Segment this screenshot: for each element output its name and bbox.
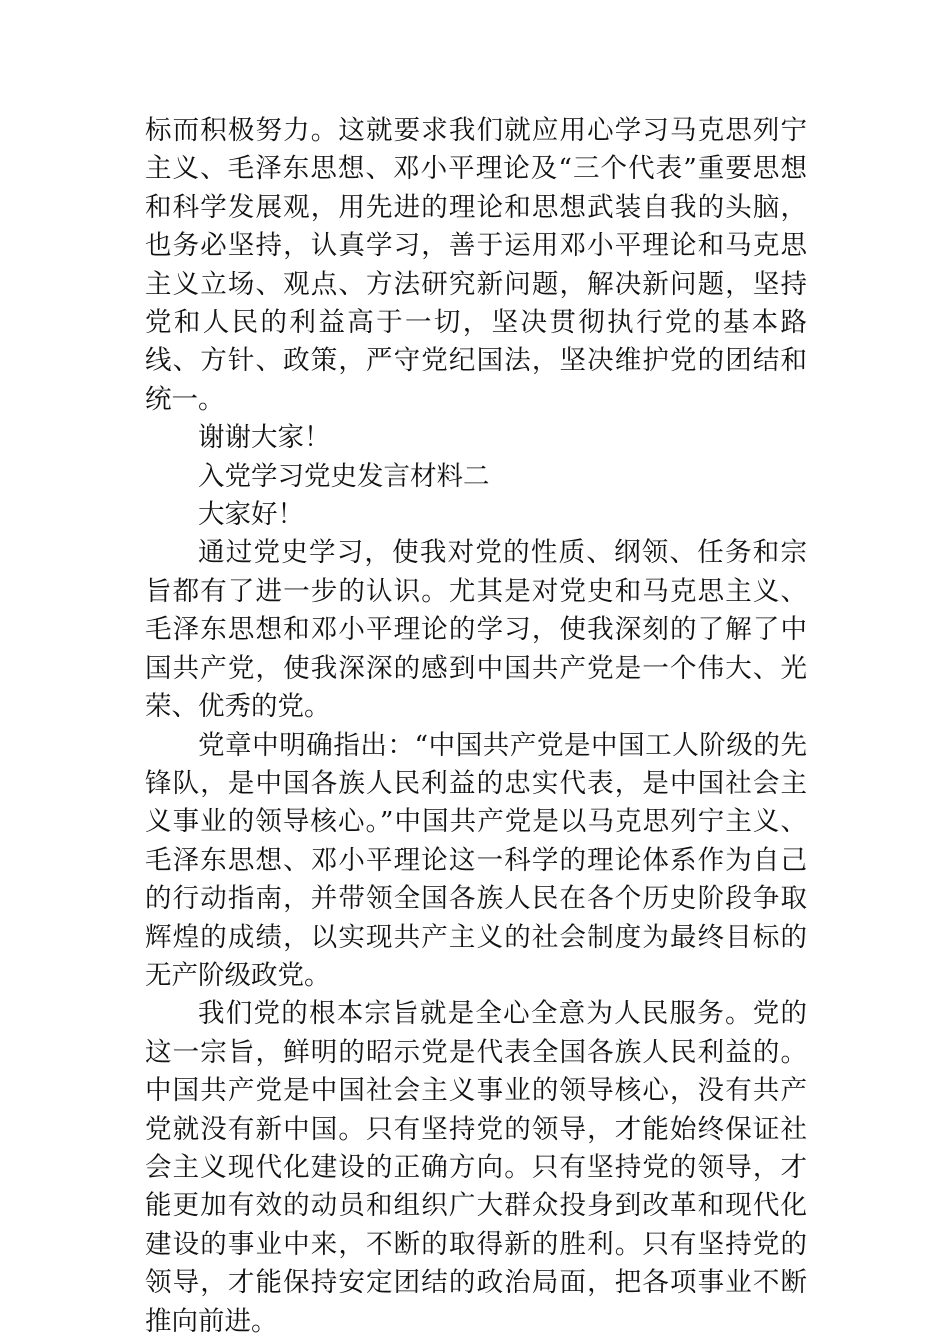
greeting: 大家好！: [198, 499, 304, 531]
paragraph-party-history-study: 通过党史学习，使我对党的性质、纲领、任务和宗旨都有了进一步的认识。尤其是对党史和马克思主义、毛泽东思想和邓小平理论的学习，使我深刻的了解了中国共产党，使我深深的感到中国共产党是一个伟大、光荣、优秀的党。: [145, 537, 807, 723]
section-heading: 入党学习党史发言材料二: [198, 460, 490, 492]
document-page: [145, 112, 807, 1341]
paragraph-fundamental-purpose: 我们党的根本宗旨就是全心全意为人民服务。党的这一宗旨，鲜明的昭示党是代表全国各族人民利益的。中国共产党是中国社会主义事业的领导核心，没有共产党就没有新中国。只有坚持党的领导，才能始终保证社会主义现代化建设的正确方向。只有坚持党的领导，才能更加有效的动员和组织广大群众投身到改革和现代化建设的事业中来，不断的取得新的胜利。只有坚持党的领导，才能保持安定团结的政治局面，把各项事业不断推向前进。: [145, 998, 807, 1337]
closing-thanks: 谢谢大家！: [198, 422, 331, 454]
paragraph-continuation: 标而积极努力。这就要求我们就应用心学习马克思列宁主义、毛泽东思想、邓小平理论及“三个代表”重要思想和科学发展观，用先进的理论和思想武装自我的头脑，也务必坚持，认真学习，善于运用邓小平理论和马克思主义立场、观点、方法研究新问题，解决新问题，坚持党和人民的利益高于一切，坚决贯彻执行党的基本路线、方针、政策，严守党纪国法，坚决维护党的团结和统一。: [145, 115, 807, 415]
paragraph-party-constitution: 党章中明确指出：“中国共产党是中国工人阶级的先锋队，是中国各族人民利益的忠实代表，是中国社会主义事业的领导核心。”中国共产党是以马克思列宁主义、毛泽东思想、邓小平理论这一科学的理论体系作为自己的行动指南，并带领全国各族人民在各个历史阶段争取辉煌的成绩，以实现共产主义的社会制度为最终目标的无产阶级政党。: [145, 729, 807, 991]
